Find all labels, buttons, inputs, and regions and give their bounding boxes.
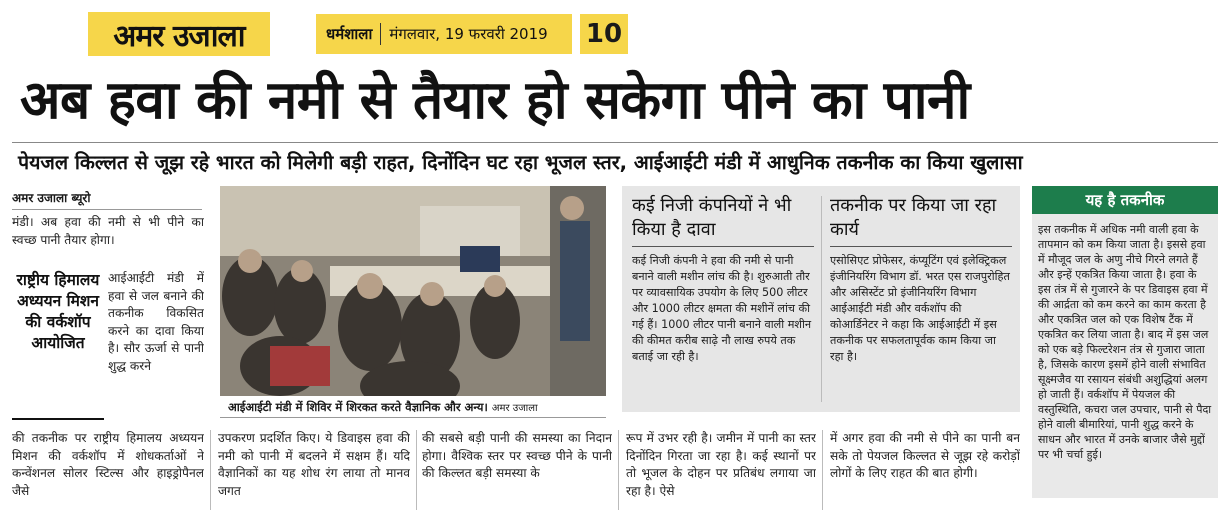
page-number: 10 (580, 14, 628, 54)
article-column-3: की सबसे बड़ी पानी की समस्या का निदान होगा। वैश्विक स्तर पर स्वच्छ पीने के पानी की किल्लत बड़ी समस्या के (422, 431, 612, 480)
article-subheadline: पेयजल किल्लत से जूझ रहे भारत को मिलेगी बड़ी राहत, दिनोंदिन घट रहा भूजल स्तर, आईआईटी मंडी में आधुनिक तकनीक का किया खुलासा (18, 151, 1023, 174)
info-box-left (632, 194, 814, 403)
technology-sidebar (1032, 186, 1218, 498)
column-rule (210, 430, 211, 510)
sidebar-text: इस तकनीक में अधिक नमी वाली हवा के तापमान को कम किया जाता है। इससे हवा में मौजूद जल के अणु नीचे गिरने लगते हैं और इन्हें एकत्रित किया जाता है। हवा के इस तंत्र में से गुजारने के पर डिवाइस हवा में की आर्द्रता को कम करने का काम करता है और एकत्रित जल को एक विशेष टैंक में एकत्रित कर लिया जाता है। बाद में इस जल को एक बड़े फिल्टरेशन तंत्र से गुजारा जाता है, जिसके कारण इसमें होने वाली संभावित सूक्ष्मजैव या रसायन संबंधी अशुद्धियां अलग हो जाती हैं। वर्कशॉप में पेयजल की वस्तुस्थिति, कचरा जल उपचार, पानी से पैदा होने वाली बीमारियां, पानी शुद्ध करने के साधन और भारत में उनके बाजार जैसे मुद्दों पर भी चर्चा हुई। (1038, 223, 1212, 461)
byline: अमर उजाला ब्यूरो (12, 186, 202, 210)
info-box-right-heading: तकनीक पर किया जा रहा कार्य (830, 195, 997, 240)
info-box-left-rule (632, 246, 814, 247)
dateline-date: मंगलवार, 19 फरवरी 2019 (389, 25, 548, 43)
article-kicker: राष्ट्रीय हिमालय अध्ययन मिशन की वर्कशॉप आयोजित (12, 270, 104, 420)
article-column-1-middle: आईआईटी मंडी में हवा से जल बनाने की तकनीक विकसित करने का दावा किया है। सौर ऊर्जा से पानी शुद्ध करने (108, 271, 204, 373)
article-column-5: में अगर हवा की नमी से पीने का पानी बन सके तो पेयजल किल्लत से जूझ रहे करोड़ों लोगों के लिए राहत की बात होगी। (830, 431, 1020, 480)
column-rule (822, 430, 823, 510)
article-headline: अब हवा की नमी से तैयार हो सकेगा पीने का पानी (20, 70, 970, 131)
info-box-divider (821, 196, 822, 402)
article-column-4: रूप में उभर रही है। जमीन में पानी का स्तर दिनोंदिन गिरता जा रहा है। कई स्थानों पर तो भूजल के दोहन पर प्रतिबंध लगाया जा रहा है। ऐसे (626, 431, 816, 498)
article-column-1-bottom: की तकनीक पर राष्ट्रीय हिमालय अध्ययन मिशन की वर्कशॉप में शोधकर्ताओं ने कन्वेंशनल सोलर स्टिल्स और हाइड्रोपैनल जैसे (12, 431, 204, 498)
photo-credit: अमर उजाला (491, 403, 538, 414)
dateline (316, 14, 572, 54)
article-intro: मंडी। अब हवा की नमी से भी पीने का स्वच्छ पानी तैयार होगा। (12, 215, 204, 247)
info-box (622, 186, 1020, 412)
article-column-2: उपकरण प्रदर्शित किए। ये डिवाइस हवा की नमी को पानी में बदलने में सक्षम हैं। यदि वैज्ञानिकों का यह शोध रंग लाया तो मानव जगत (218, 431, 410, 498)
dateline-divider (380, 23, 381, 45)
info-box-left-heading: कई निजी कंपनियों ने भी किया है दावा (632, 195, 792, 240)
info-box-right (830, 194, 1012, 403)
column-rule (618, 430, 619, 510)
workshop-photo-image (220, 186, 606, 396)
photo-caption-text: आईआईटी मंडी में शिविर में शिरकत करते वैज्ञानिक और अन्य। (228, 400, 488, 414)
column-rule (416, 430, 417, 510)
photo-caption (220, 396, 606, 418)
news-photo (220, 186, 606, 396)
sidebar-heading: यह है तकनीक (1032, 186, 1218, 214)
info-box-right-text: एसोसिएट प्रोफेसर, कंप्यूटिंग एवं इलेक्ट्रिकल इंजीनियरिंग विभाग डॉ. भरत एस राजपुरोहित और असिस्टेंट प्रो इंजीनियरिंग विभाग आईआईटी मंडी और वर्कशॉप की कोआर्डिनेटर ने कहा कि आईआईटी में इस तकनीक पर सफलतापूर्वक काम किया जा रहा है। (830, 254, 1010, 363)
headline-rule (12, 142, 1218, 143)
info-box-left-text: कई निजी कंपनी ने हवा की नमी से पानी बनाने वाली मशीन लांच की है। शुरुआती तौर पर व्यावसायिक उपयोग के लिए 500 लीटर और 1000 लीटर क्षमता की मशीनें लांच की गई हैं। 1000 लीटर पानी बनाने वाली मशीन की कीमत करीब साढ़े नौ लाख रुपये तक बताई जा रही है। (632, 254, 812, 363)
newspaper-logo: अमर उजाला (88, 12, 270, 56)
info-box-right-rule (830, 246, 1012, 247)
dateline-place: धर्मशाला (326, 25, 373, 43)
